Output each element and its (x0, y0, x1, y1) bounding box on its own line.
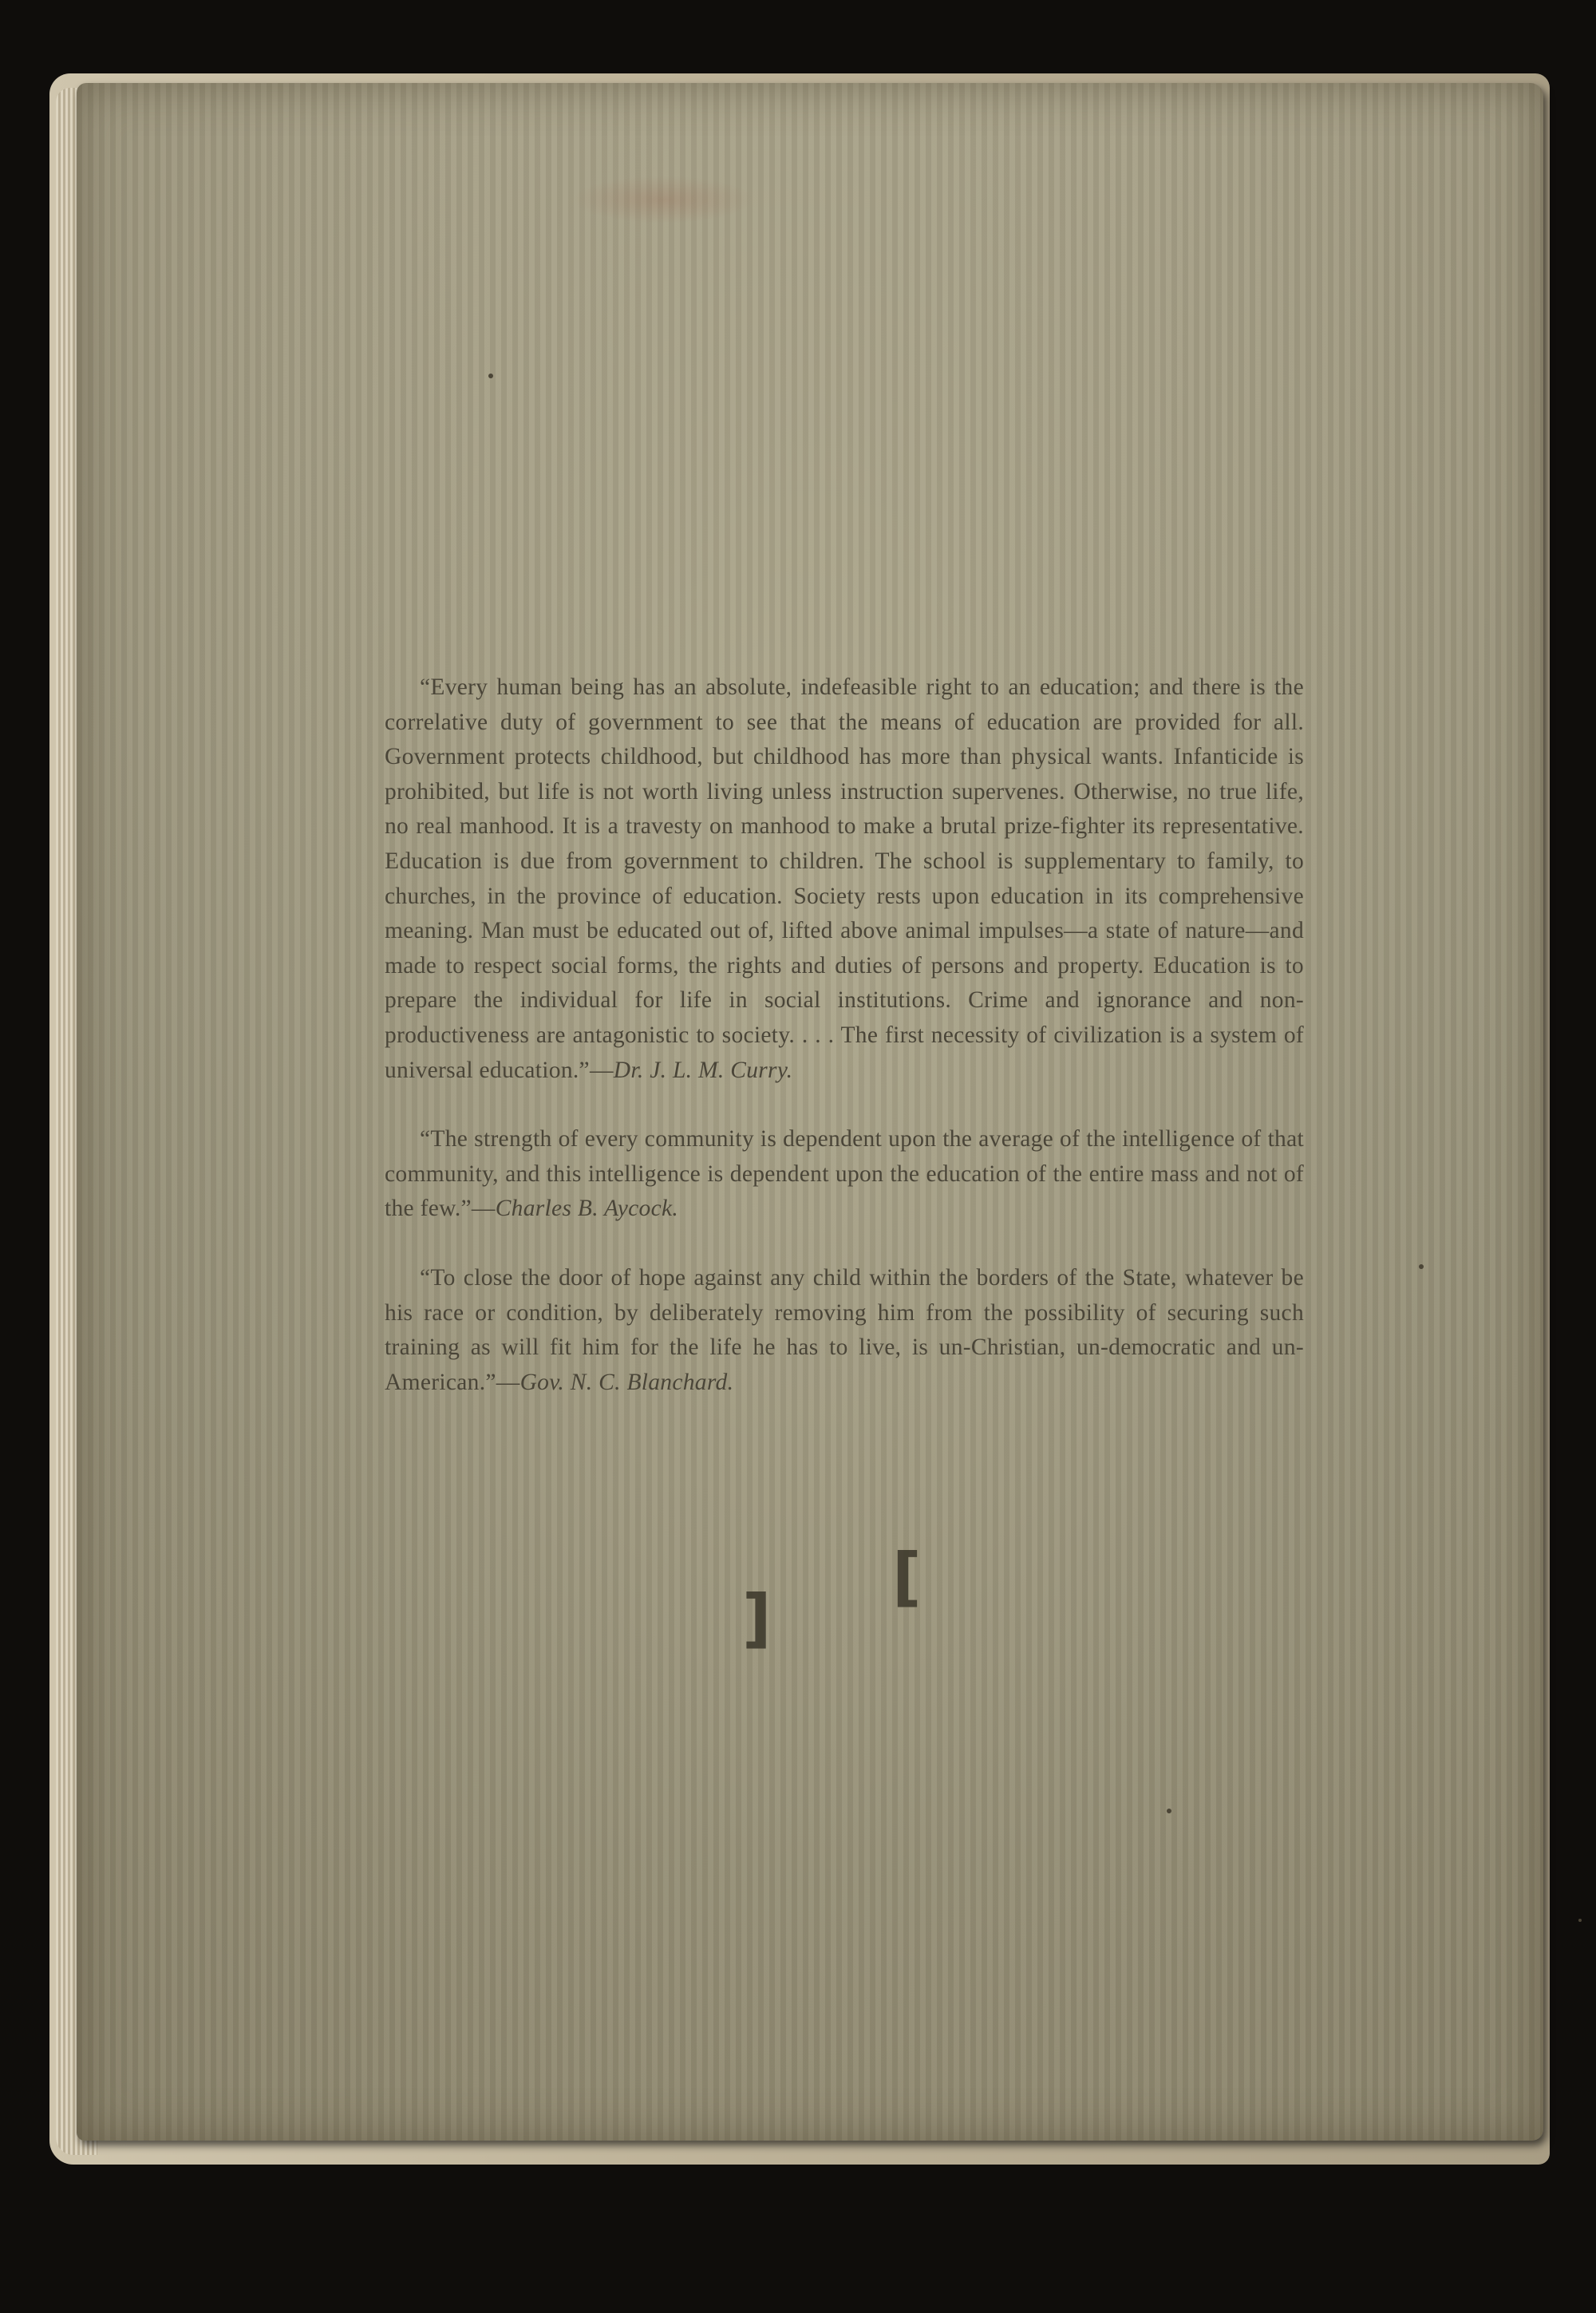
quote-curry (385, 670, 1304, 1088)
speck (488, 374, 493, 378)
cover-stain (571, 176, 755, 223)
quote-attribution: Gov. N. C. Blanchard. (519, 1369, 734, 1395)
speck (1578, 1919, 1582, 1922)
speck (1167, 1809, 1171, 1813)
quote-aycock (385, 1122, 1304, 1227)
quote-attribution: Charles B. Aycock. (495, 1196, 679, 1222)
quote-body: “Every human being has an absolute, indefeasible right to an education; and there is the correlative duty of government to see that the means of education are provided for all. Government protects childhood, but childhood has more than physical wants. Infanticide is prohibited, but life is not worth living unless instruction supervenes. Otherwise, no true life, no real manhood. It is a travesty on manhood to make a brutal prize-fighter its representative. Education is due from government to children. The school is supplementary to family, to churches, in the province of education. Society rests upon education in its comprehensive meaning. Man must be educated out of, lifted above animal impulses—a state of nature—and made to respect social forms, the rights and duties of persons and property. Education is to prepare the individual for life in social institutions. Crime and ignorance and non-productiveness are antagonistic to society. . . . The first necessity of civilization is a system of universal education.”— (385, 674, 1304, 1083)
quote-attribution: Dr. J. L. M. Curry. (613, 1057, 793, 1083)
speck (1419, 1264, 1424, 1269)
quote-blanchard (385, 1261, 1304, 1400)
quote-body: “To close the door of hope against any child within the borders of the State, whatever be his race or condition, by deliberately removing him from the possibility of securing such training as will fit him for the life he has to live, is un-Christian, un-democratic and un-American.”— (385, 1264, 1304, 1395)
handwritten-bracket-mark: [ (892, 1540, 922, 1614)
quotations-block (385, 670, 1304, 1400)
handwritten-bracket-mark: ] (742, 1581, 772, 1655)
quote-body: “The strength of every community is dependent upon the average of the intelligence of that community, and this intelligence is dependent upon the education of the entire mass and not of the few.”— (385, 1126, 1304, 1222)
